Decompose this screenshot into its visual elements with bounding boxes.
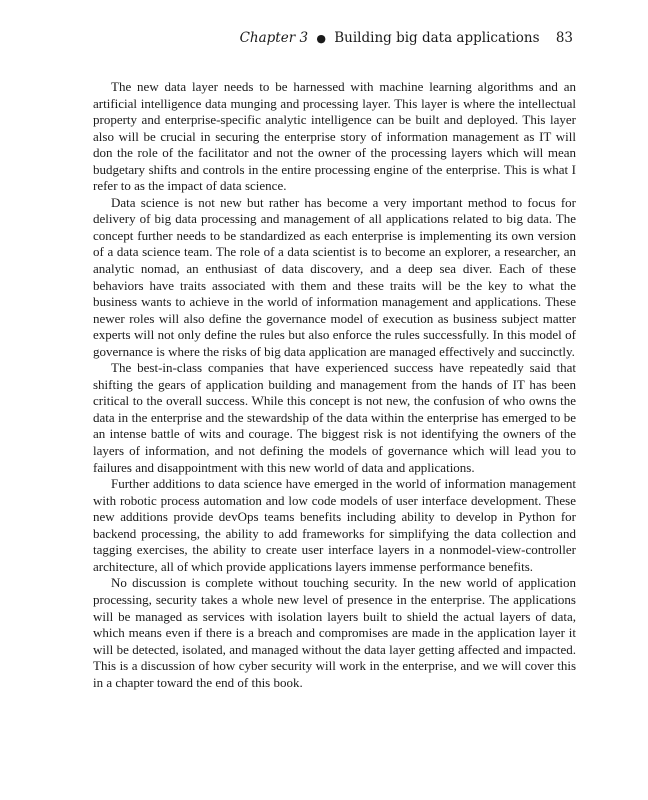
paragraph-1: The new data layer needs to be harnessed with machine learning algorithms and an artificial intelligence data munging and processing layer. This layer is where the intellectual property and enterprise-specific analytic intelligence can be built and deployed. This layer also will be crucial in securing the enterprise story of information management as IT will don the role of the facilitator and not the owner of the processing layers which will mean budgetary shifts and controls in the entire processing engine of the enterprise. This is what I refer to as the impact of data science. [93, 79, 576, 194]
body-text [93, 79, 576, 691]
paragraph-3: The best-in-class companies that have experienced success have repeatedly said that shifting the gears of application building and management from the hands of IT has been critical to the overall success. While this concept is not new, the confusion of who owns the data in the enterprise and the stewardship of the data within the enterprise has emerged to be an intense battle of wits and courage. The biggest risk is not identifying the owners of the layers of information, and not defining the models of governance which will lead you to failures and disappointment with this new world of data and applications. [93, 360, 576, 475]
paragraph-4: Further additions to data science have emerged in the world of information management with robotic process automation and low code models of user interface development. These new additions provide devOps teams benefits including ability to develop in Python for backend processing, the ability to add frameworks for simplifying the data collection and tagging exercises, the ability to create user interface layers in a nonmodel-view-controller architecture, all of which provide applications layers immense performance benefits. [93, 476, 576, 574]
paragraph-2: Data science is not new but rather has become a very important method to focus for delivery of big data processing and management of all applications related to big data. The concept further needs to be standardized as each enterprise is implementing its own version of a data science team. The role of a data scientist is to become an explorer, a researcher, an analytic nomad, an enthusiast of data discovery, and a deep sea diver. Each of these behaviors have traits associated with them and these traits will be the key to what the business wants to achieve in the world of information management and applications. These newer roles will also define the governance model of execution as business subject matter experts will not only define the rules but also enforce the rules successfully. In this model of governance is where the risks of big data application are managed effectively and succinctly. [93, 194, 576, 359]
bullet-separator: ● [316, 32, 326, 45]
chapter-label: Chapter 3 [239, 30, 309, 46]
running-header [240, 30, 573, 46]
section-title: Building big data applications [334, 30, 540, 46]
page-number: 83 [555, 30, 573, 46]
paragraph-5: No discussion is complete without touching security. In the new world of application processing, security takes a whole new level of presence in the enterprise. The applications will be managed as services with isolation layers built to shield the actual layers of data, which means even if there is a breach and compromises are made in the application layer it will be detected, isolated, and managed without the data layer getting affected and impacted. This is a discussion of how cyber security will work in the enterprise, and we will cover this in a chapter toward the end of this book. [93, 575, 576, 690]
